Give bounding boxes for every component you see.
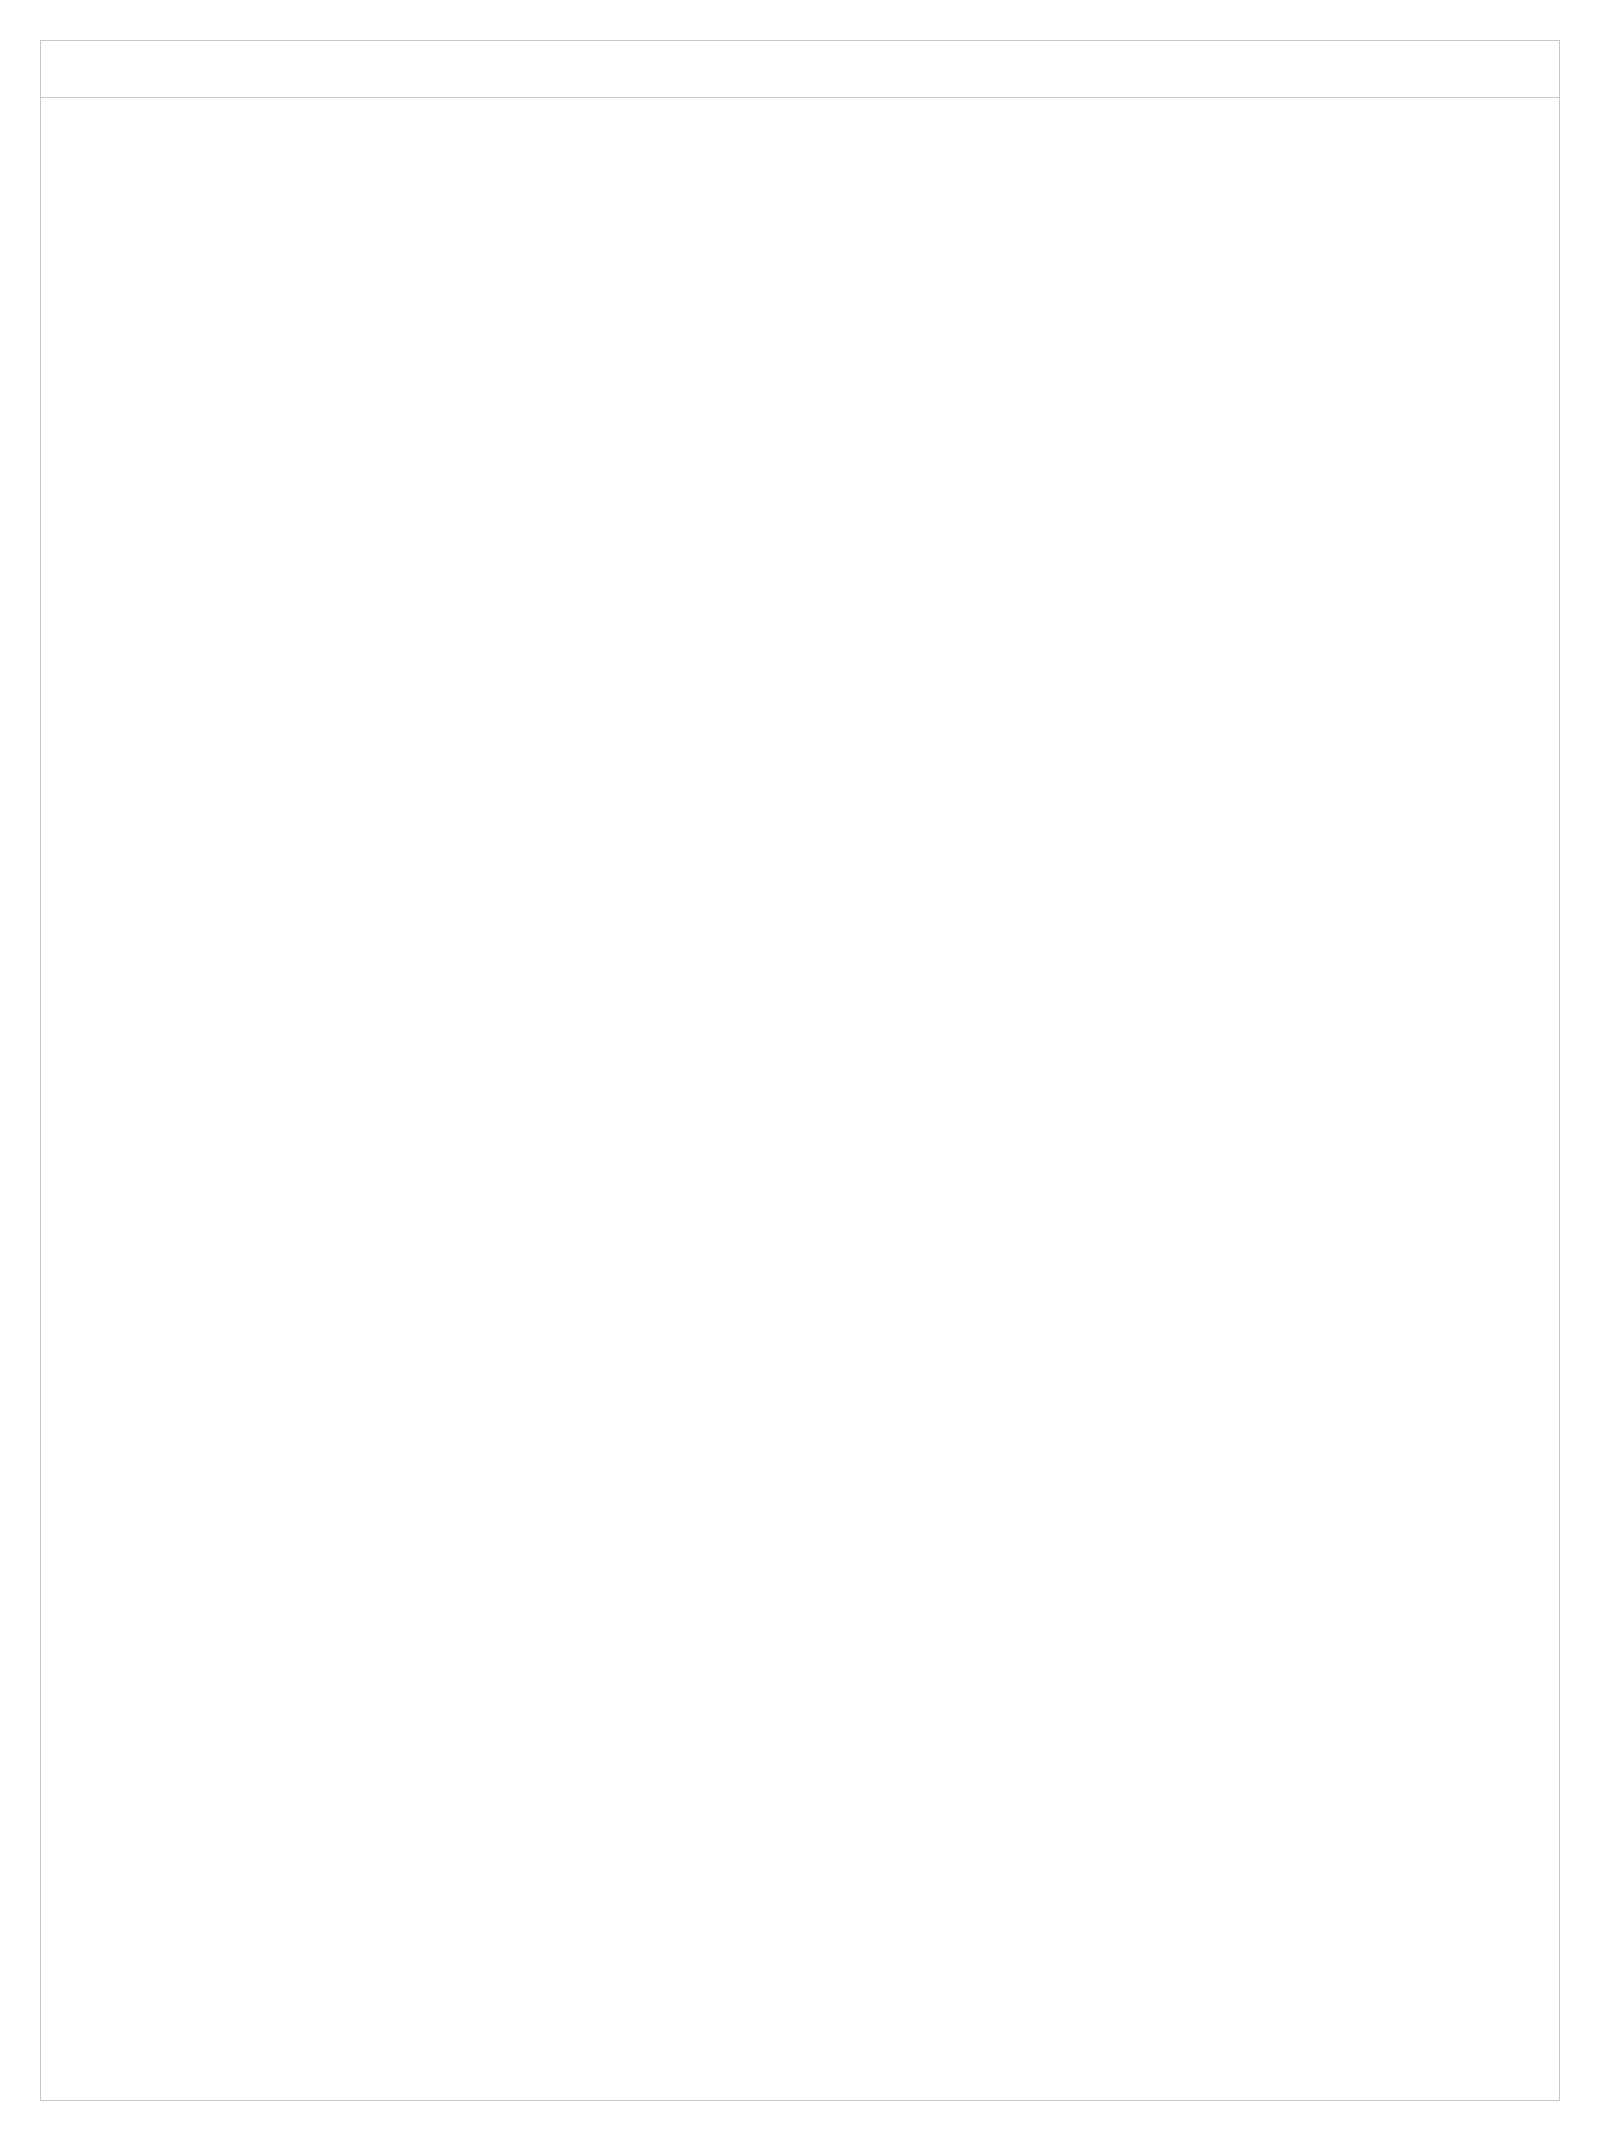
app-window [40,40,1560,2101]
title-bar [41,41,1559,98]
main-content [41,98,1559,2100]
